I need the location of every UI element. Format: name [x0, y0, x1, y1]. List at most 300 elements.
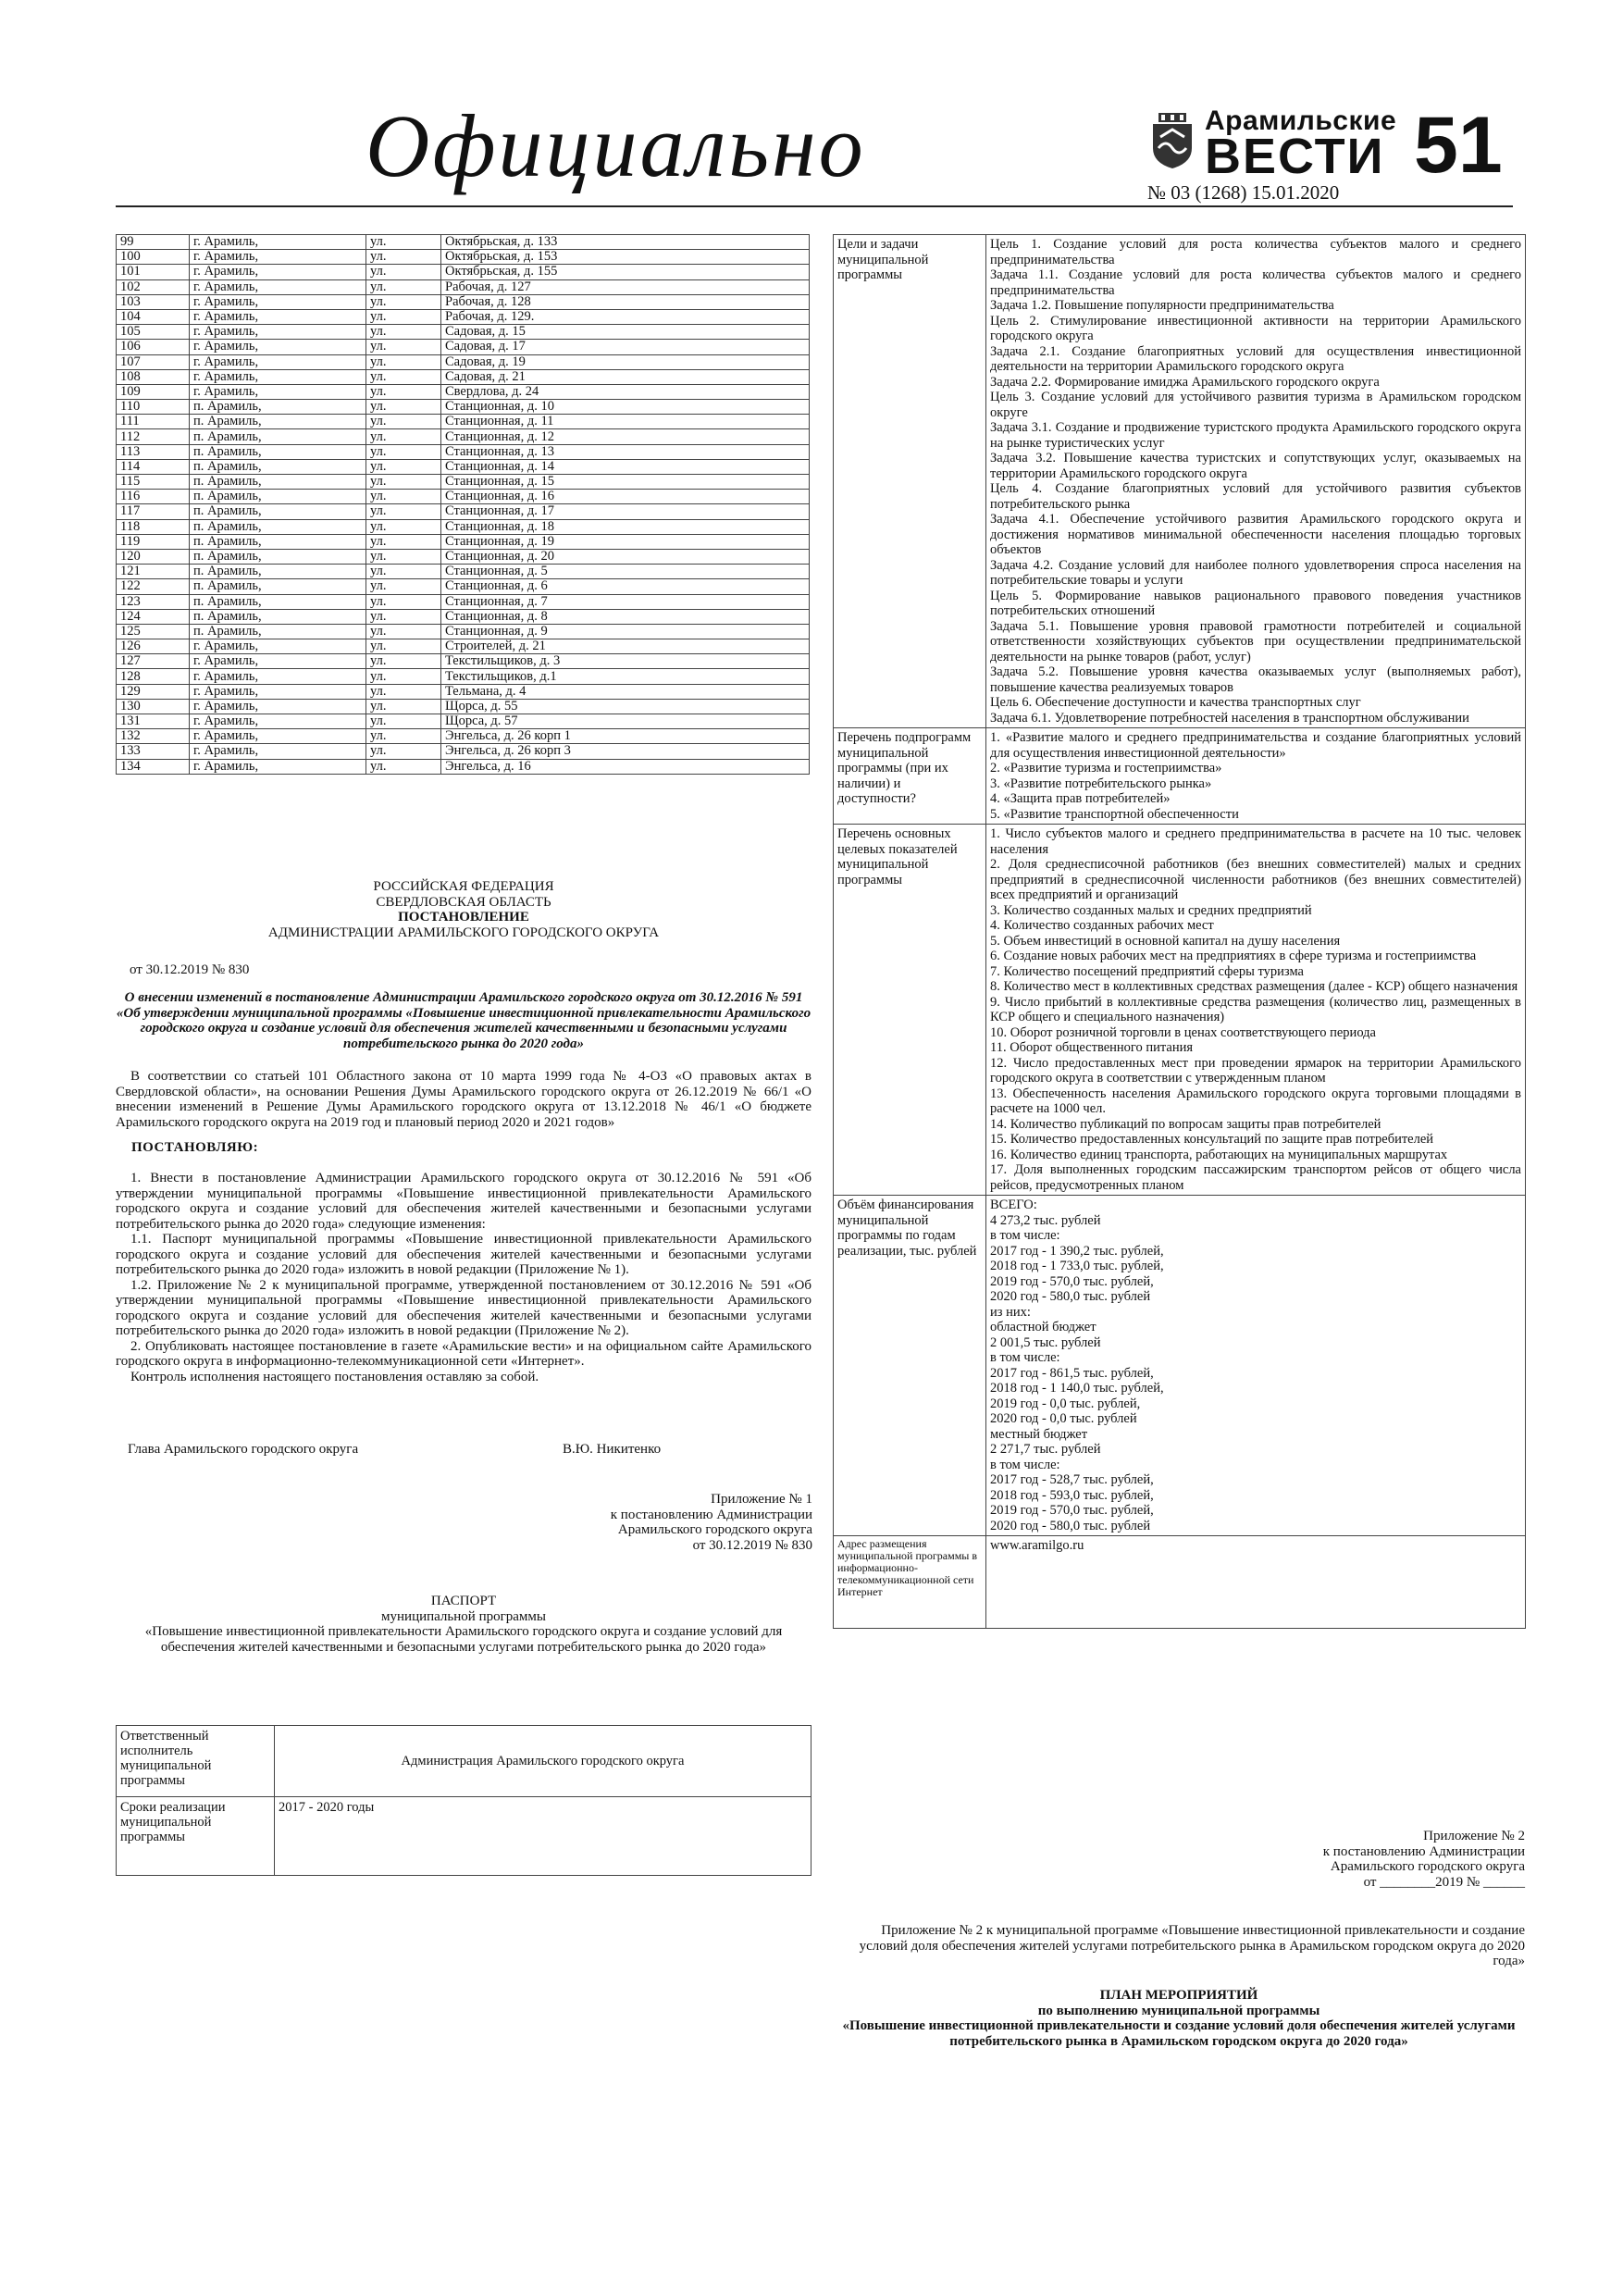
settlement: п. Арамиль, — [190, 400, 366, 415]
settlement: г. Арамиль, — [190, 309, 366, 324]
table-row — [117, 579, 810, 594]
funding-item: 2017 год - 1 390,2 тыс. рублей, — [990, 1243, 1164, 1259]
funding-item: в том числе: — [990, 1350, 1060, 1365]
address: Станционная, д. 8 — [441, 609, 810, 624]
table-row — [117, 699, 810, 714]
street-type: ул. — [366, 490, 441, 504]
target-item: 11. Оборот общественного питания — [990, 1040, 1194, 1055]
row-number: 127 — [117, 654, 190, 669]
goal-item: Задача 2.2. Формирование имиджа Арамильского городского округа — [990, 374, 1380, 390]
funding-item: ВСЕГО: — [990, 1198, 1037, 1212]
resolution-paragraph: 1.1. Паспорт муниципальной программы «Повышение инвестиционной привлекательности Арамильского городского округа и создание условий для обеспечения жителей качественными и безопасными услугами потребительского рынка до 2020 года» изложить в новой редакции (Приложение № 1). — [116, 1232, 812, 1277]
table-row — [117, 1726, 812, 1797]
street-type: ул. — [366, 235, 441, 250]
settlement: г. Арамиль, — [190, 669, 366, 684]
goal-item: Задача 5.1. Повышение уровня правовой грамотности потребителей и социальной ответственности хозяйствующих субъектов при осуществлении предпринимательской деятельности на рынке товаров (работ, услуг) — [990, 618, 1521, 664]
table-row — [117, 400, 810, 415]
goals-label: Цели и задачи муниципальной программы — [834, 235, 986, 728]
table-row — [117, 609, 810, 624]
street-type: ул. — [366, 265, 441, 279]
funding-item: 2018 год - 1 733,0 тыс. рублей, — [990, 1259, 1164, 1273]
appendix-line: Арамильского городского округа — [617, 1522, 812, 1537]
address-table — [116, 234, 810, 775]
settlement: п. Арамиль, — [190, 415, 366, 429]
target-item: 10. Оборот розничной торговли в ценах соответствующего периода — [990, 1024, 1376, 1040]
address: Тельмана, д. 4 — [441, 684, 810, 699]
plan-program-name: «Повышение инвестиционной привлекательности и создание условий доля обеспечения жителей услугами потребительского рынка в Арамильском городском округа до 2020 года» — [842, 2018, 1516, 2049]
street-type: ул. — [366, 609, 441, 624]
row-number: 118 — [117, 519, 190, 534]
table-row — [834, 728, 1526, 825]
funding-item: 2019 год - 570,0 тыс. рублей, — [990, 1273, 1154, 1289]
table-row — [117, 654, 810, 669]
row-number: 129 — [117, 684, 190, 699]
resolution-date: от 30.12.2019 № 830 — [130, 962, 250, 977]
plan-subtitle: по выполнению муниципальной программы — [1037, 2003, 1320, 2018]
row-number: 106 — [117, 340, 190, 354]
goal-item: Задача 1.2. Повышение популярности предпринимательства — [990, 298, 1334, 313]
target-item: 15. Количество предоставленных консультаций по защите прав потребителей — [990, 1132, 1434, 1147]
settlement: г. Арамиль, — [190, 325, 366, 340]
signer-title: Глава Арамильского городского округа — [128, 1442, 359, 1457]
passport-value: Администрация Арамильского городского округа — [275, 1726, 812, 1797]
appendix-line: Приложение № 1 — [711, 1492, 812, 1507]
coat-of-arms-icon — [1147, 111, 1197, 170]
passport-label: Ответственный исполнитель муниципальной программы — [117, 1726, 275, 1797]
funding-list — [986, 1196, 1526, 1536]
page-number: 51 — [1414, 101, 1503, 190]
table-row — [117, 534, 810, 549]
funding-item: 2018 год - 1 140,0 тыс. рублей, — [990, 1381, 1164, 1396]
address: Станционная, д. 18 — [441, 519, 810, 534]
funding-item: из них: — [990, 1304, 1031, 1320]
row-number: 123 — [117, 594, 190, 609]
site-value: www.aramilgo.ru — [986, 1536, 1526, 1629]
targets-label: Перечень основных целевых показателей муниципальной программы — [834, 825, 986, 1196]
funding-item: 2019 год - 0,0 тыс. рублей, — [990, 1396, 1141, 1411]
street-type: ул. — [366, 534, 441, 549]
row-number: 113 — [117, 444, 190, 459]
row-number: 111 — [117, 415, 190, 429]
target-item: 13. Обеспеченность населения Арамильского городского округа торговыми площадями в расчете на 1000 чел. — [990, 1086, 1521, 1116]
row-number: 99 — [117, 235, 190, 250]
subprogram-item: 3. «Развитие потребительского рынка» — [990, 776, 1212, 791]
address: Станционная, д. 17 — [441, 504, 810, 519]
settlement: г. Арамиль, — [190, 714, 366, 729]
target-item: 3. Количество созданных малых и средних предприятий — [990, 902, 1312, 918]
settlement: г. Арамиль, — [190, 759, 366, 774]
street-type: ул. — [366, 475, 441, 490]
settlement: п. Арамиль, — [190, 579, 366, 594]
street-type: ул. — [366, 729, 441, 744]
goal-item: Цель 2. Стимулирование инвестиционной активности на территории Арамильского городского округа — [990, 313, 1521, 343]
address: Текстильщиков, д.1 — [441, 669, 810, 684]
table-row — [117, 519, 810, 534]
logo-top-text: Арамильские — [1205, 105, 1397, 136]
passport-heading — [116, 1594, 812, 1655]
row-number: 132 — [117, 729, 190, 744]
target-item: 9. Число прибытий в коллективные средства размещения (количество лиц, размещенных в КСР общего и специального назначения) — [990, 994, 1521, 1024]
address: Рабочая, д. 129. — [441, 309, 810, 324]
settlement: г. Арамиль, — [190, 384, 366, 399]
goal-item: Цель 5. Формирование навыков рационального правового поведения участников потребительских отношений — [990, 588, 1521, 618]
row-number: 116 — [117, 490, 190, 504]
row-number: 103 — [117, 294, 190, 309]
settlement: п. Арамиль, — [190, 549, 366, 564]
resolution-paragraph: 1.2. Приложение № 2 к муниципальной программе, утвержденной постановлением от 30.12.2016 № 591 «Об утверждении муниципальной программы «Повышение инвестиционной привлекательности Арамильского городского округа и создание условий для обеспечения жителей качественными и безопасными услугами потребительского рынка до 2020 года» изложить в новой редакции (Приложение № 2). — [116, 1277, 812, 1338]
row-number: 114 — [117, 459, 190, 474]
address: Садовая, д. 15 — [441, 325, 810, 340]
target-item: 17. Доля выполненных городским пассажирским транспортом рейсов от общего числа рейсов, предусмотренных планом — [990, 1162, 1521, 1193]
street-type: ул. — [366, 369, 441, 384]
funding-item: 2017 год - 861,5 тыс. рублей, — [990, 1365, 1154, 1381]
table-row — [117, 639, 810, 654]
address: Садовая, д. 21 — [441, 369, 810, 384]
plan-title: ПЛАН МЕРОПРИЯТИЙ — [1099, 1988, 1258, 2003]
goal-item: Задача 6.1. Удовлетворение потребностей населения в транспортном обслуживании — [990, 710, 1469, 726]
table-row — [117, 669, 810, 684]
row-number: 108 — [117, 369, 190, 384]
street-type: ул. — [366, 294, 441, 309]
table-row — [117, 565, 810, 579]
row-number: 100 — [117, 250, 190, 265]
address: Рабочая, д. 127 — [441, 279, 810, 294]
street-type: ул. — [366, 459, 441, 474]
settlement: г. Арамиль, — [190, 369, 366, 384]
address: Щорса, д. 57 — [441, 714, 810, 729]
heading-country: РОССИЙСКАЯ ФЕДЕРАЦИЯ — [373, 879, 554, 894]
address: Свердлова, д. 24 — [441, 384, 810, 399]
resolution-paragraph: Контроль исполнения настоящего постановления оставляю за собой. — [130, 1369, 539, 1384]
goals-list — [986, 235, 1526, 728]
section-title: Официально — [365, 96, 866, 195]
settlement: г. Арамиль, — [190, 235, 366, 250]
appendix-1-note — [518, 1492, 812, 1553]
passport-subtitle: муниципальной программы — [381, 1608, 546, 1624]
goal-item: Цель 3. Создание условий для устойчивого развития туризма в Арамильском городском округе — [990, 390, 1521, 420]
program-passport-table — [833, 234, 1526, 1629]
settlement: п. Арамиль, — [190, 475, 366, 490]
newspaper-logo — [1147, 104, 1397, 184]
street-type: ул. — [366, 684, 441, 699]
table-row — [117, 1797, 812, 1876]
funding-label: Объём финансирования муниципальной программы по годам реализации, тыс. рублей — [834, 1196, 986, 1536]
funding-item: 2020 год - 0,0 тыс. рублей — [990, 1411, 1137, 1426]
funding-item: 2019 год - 570,0 тыс. рублей, — [990, 1503, 1154, 1518]
funding-item: местный бюджет — [990, 1426, 1088, 1442]
resolution-paragraph: 1. Внести в постановление Администрации Арамильского городского округа от 30.12.2016 № 591 «Об утверждении муниципальной программы «Повышение инвестиционной привлекательности Арамильского городского округа и создание условий для обеспечения жителей качественными и безопасными услугами потребительского рынка до 2020 года» следующие изменения: — [116, 1171, 812, 1232]
address: Строителей, д. 21 — [441, 639, 810, 654]
funding-item: 4 273,2 тыс. рублей — [990, 1212, 1101, 1228]
street-type: ул. — [366, 340, 441, 354]
row-number: 101 — [117, 265, 190, 279]
heading-authority: АДМИНИСТРАЦИИ АРАМИЛЬСКОГО ГОРОДСКОГО ОКРУГА — [267, 925, 660, 940]
street-type: ул. — [366, 325, 441, 340]
settlement: п. Арамиль, — [190, 444, 366, 459]
table-row — [117, 549, 810, 564]
street-type: ул. — [366, 250, 441, 265]
settlement: г. Арамиль, — [190, 729, 366, 744]
settlement: п. Арамиль, — [190, 609, 366, 624]
address: Станционная, д. 16 — [441, 490, 810, 504]
target-item: 16. Количество единиц транспорта, работающих на муниципальных маршрутах — [990, 1147, 1448, 1162]
address: Станционная, д. 7 — [441, 594, 810, 609]
signature-line — [128, 1442, 683, 1458]
row-number: 128 — [117, 669, 190, 684]
plan-heading — [833, 1988, 1525, 2049]
row-number: 110 — [117, 400, 190, 415]
street-type: ул. — [366, 279, 441, 294]
subprogram-item: 5. «Развитие транспортной обеспеченности — [990, 806, 1239, 822]
table-row — [117, 235, 810, 250]
funding-item: областной бюджет — [990, 1320, 1096, 1334]
subprograms-list — [986, 728, 1526, 825]
appendix-line: Приложение № 2 — [1423, 1829, 1525, 1843]
street-type: ул. — [366, 309, 441, 324]
row-number: 105 — [117, 325, 190, 340]
target-item: 4. Количество созданных рабочих мест — [990, 918, 1214, 933]
street-type: ул. — [366, 759, 441, 774]
heading-doc-type: ПОСТАНОВЛЕНИЕ — [398, 910, 529, 925]
passport-title: ПАСПОРТ — [430, 1594, 497, 1608]
table-row — [117, 384, 810, 399]
target-item: 14. Количество публикаций по вопросам защиты прав потребителей — [990, 1116, 1381, 1132]
funding-item: 2020 год - 580,0 тыс. рублей — [990, 1518, 1151, 1533]
row-number: 131 — [117, 714, 190, 729]
table-row — [117, 594, 810, 609]
table-row — [117, 759, 810, 774]
goal-item: Задача 1.1. Создание условий для роста количества субъектов малого и среднего предпринимательства — [990, 267, 1521, 298]
funding-item: в том числе: — [990, 1457, 1060, 1472]
target-item: 2. Доля среднесписочной работников (без внешних совместителей) малых и средних предприятий в среднесписочной численности работников (без внешних совместителей) всех предприятий и организаций — [990, 857, 1521, 902]
row-number: 102 — [117, 279, 190, 294]
table-row — [117, 369, 810, 384]
street-type: ул. — [366, 654, 441, 669]
street-type: ул. — [366, 354, 441, 369]
settlement: г. Арамиль, — [190, 684, 366, 699]
settlement: г. Арамиль, — [190, 699, 366, 714]
settlement: п. Арамиль, — [190, 519, 366, 534]
address: Станционная, д. 6 — [441, 579, 810, 594]
goal-item: Задача 3.2. Повышение качества туристских и сопутствующих услуг, оказываемых на территории Арамильского городского округа — [990, 451, 1521, 481]
table-row — [117, 684, 810, 699]
appendix-line: Арамильского городского округа — [1330, 1859, 1525, 1874]
row-number: 134 — [117, 759, 190, 774]
goal-item: Задача 2.1. Создание благоприятных условий для осуществления инвестиционной деятельности на территории Арамильского городского округа — [990, 343, 1521, 374]
resolution-heading — [116, 879, 812, 940]
row-number: 112 — [117, 429, 190, 444]
table-row — [117, 729, 810, 744]
heading-region: СВЕРДЛОВСКАЯ ОБЛАСТЬ — [376, 894, 551, 910]
subprogram-item: 2. «Развитие туризма и гостеприимства» — [990, 761, 1222, 776]
goal-item: Цель 6. Обеспечение доступности и качества транспортных слуг — [990, 695, 1361, 710]
row-number: 120 — [117, 549, 190, 564]
settlement: г. Арамиль, — [190, 354, 366, 369]
address: Садовая, д. 19 — [441, 354, 810, 369]
table-row — [117, 444, 810, 459]
table-row — [117, 265, 810, 279]
address: Станционная, д. 19 — [441, 534, 810, 549]
table-row — [834, 235, 1526, 728]
appendix-line: от ________2019 № ______ — [1363, 1874, 1525, 1890]
funding-item: 2018 год - 593,0 тыс. рублей, — [990, 1487, 1154, 1503]
settlement: п. Арамиль, — [190, 594, 366, 609]
subprograms-label: Перечень подпрограмм муниципальной программы (при их наличии) и доступности? — [834, 728, 986, 825]
settlement: п. Арамиль, — [190, 504, 366, 519]
appendix-line: к постановлению Администрации — [1322, 1843, 1525, 1859]
table-row — [117, 354, 810, 369]
resolution-paragraph: 2. Опубликовать настоящее постановление в газете «Арамильские вести» и на официальном сайте Арамильского городского округа в информационно-телекоммуникационной сети «Интернет». — [116, 1338, 812, 1369]
funding-item: 2 001,5 тыс. рублей — [990, 1334, 1101, 1350]
settlement: г. Арамиль, — [190, 279, 366, 294]
goal-item: Задача 4.2. Создание условий для наиболее полного удовлетворения спроса населения на потребительские товары и услуги — [990, 557, 1521, 588]
address: Станционная, д. 13 — [441, 444, 810, 459]
subprogram-item: 1. «Развитие малого и среднего предпринимательства и создание благоприятных условий для осуществления инвестиционной деятельности» — [990, 730, 1521, 761]
appendix-2-note — [1194, 1829, 1525, 1890]
address: Станционная, д. 10 — [441, 400, 810, 415]
row-number: 117 — [117, 504, 190, 519]
resolve-word: ПОСТАНОВЛЯЮ: — [131, 1140, 259, 1155]
table-row — [117, 309, 810, 324]
row-number: 126 — [117, 639, 190, 654]
address: Щорса, д. 55 — [441, 699, 810, 714]
passport-table — [116, 1725, 812, 1876]
targets-list — [986, 825, 1526, 1196]
goal-item: Задача 5.2. Повышение уровня качества оказываемых услуг (выполняемых работ), повышение качества реализуемых товаров — [990, 664, 1521, 695]
street-type: ул. — [366, 519, 441, 534]
funding-item: в том числе: — [990, 1228, 1060, 1243]
row-number: 122 — [117, 579, 190, 594]
settlement: г. Арамиль, — [190, 744, 366, 759]
table-row — [834, 1536, 1526, 1629]
table-row — [117, 624, 810, 639]
funding-item: 2017 год - 528,7 тыс. рублей, — [990, 1472, 1154, 1487]
street-type: ул. — [366, 415, 441, 429]
resolution-subject: О внесении изменений в постановление Администрации Арамильского городского округа от 30.12.2016 № 591 «Об утверждении муниципальной программы «Повышение инвестиционной привлекательности Арамильского городского округа и создание условий для обеспечения жителей качественными и безопасными услугами потребительского рынка до 2020 года» — [116, 990, 812, 1051]
address: Энгельса, д. 16 — [441, 759, 810, 774]
passport-label: Сроки реализации муниципальной программы — [117, 1797, 275, 1876]
street-type: ул. — [366, 624, 441, 639]
header-divider — [116, 205, 1513, 207]
row-number: 107 — [117, 354, 190, 369]
target-item: 5. Объем инвестиций в основной капитал на душу населения — [990, 933, 1341, 949]
street-type: ул. — [366, 714, 441, 729]
street-type: ул. — [366, 444, 441, 459]
table-row — [117, 490, 810, 504]
target-item: 6. Создание новых рабочих мест на предприятиях в сфере туризма и гостеприимства — [990, 949, 1477, 963]
row-number: 133 — [117, 744, 190, 759]
appendix-2-reference: Приложение № 2 к муниципальной программе «Повышение инвестиционной привлекательности и создание условий доля обеспечения жителей услугами потребительского рынка в Арамильском городском округа до 2020 года» — [859, 1923, 1525, 1968]
goal-item: Задача 3.1. Создание и продвижение туристского продукта Арамильского городского округа на рынке туристических услуг — [990, 420, 1521, 451]
issue-number: № 03 (1268) 15.01.2020 — [1147, 181, 1340, 204]
address: Октябрьская, д. 133 — [441, 235, 810, 250]
appendix-line: к постановлению Администрации — [610, 1507, 812, 1522]
street-type: ул. — [366, 579, 441, 594]
settlement: г. Арамиль, — [190, 294, 366, 309]
address: Станционная, д. 11 — [441, 415, 810, 429]
settlement: п. Арамиль, — [190, 429, 366, 444]
table-row — [117, 279, 810, 294]
table-row — [117, 294, 810, 309]
street-type: ул. — [366, 669, 441, 684]
settlement: п. Арамиль, — [190, 534, 366, 549]
address: Энгельса, д. 26 корп 1 — [441, 729, 810, 744]
funding-item: 2020 год - 580,0 тыс. рублей — [990, 1289, 1151, 1304]
settlement: г. Арамиль, — [190, 265, 366, 279]
settlement: п. Арамиль, — [190, 490, 366, 504]
address: Станционная, д. 5 — [441, 565, 810, 579]
row-number: 119 — [117, 534, 190, 549]
goal-item: Цель 1. Создание условий для роста количества субъектов малого и среднего предпринимательства — [990, 237, 1521, 267]
settlement: г. Арамиль, — [190, 639, 366, 654]
target-item: 1. Число субъектов малого и среднего предпринимательства в расчете на 10 тыс. человек населения — [990, 826, 1521, 857]
street-type: ул. — [366, 400, 441, 415]
address: Станционная, д. 12 — [441, 429, 810, 444]
address: Садовая, д. 17 — [441, 340, 810, 354]
table-row — [117, 325, 810, 340]
settlement: п. Арамиль, — [190, 459, 366, 474]
address: Станционная, д. 20 — [441, 549, 810, 564]
address: Станционная, д. 14 — [441, 459, 810, 474]
address: Октябрьская, д. 153 — [441, 250, 810, 265]
settlement: г. Арамиль, — [190, 250, 366, 265]
row-number: 124 — [117, 609, 190, 624]
address: Рабочая, д. 128 — [441, 294, 810, 309]
street-type: ул. — [366, 384, 441, 399]
street-type: ул. — [366, 639, 441, 654]
street-type: ул. — [366, 699, 441, 714]
settlement: г. Арамиль, — [190, 654, 366, 669]
signer-name: В.Ю. Никитенко — [563, 1442, 662, 1457]
table-row — [117, 340, 810, 354]
street-type: ул. — [366, 744, 441, 759]
address: Октябрьская, д. 155 — [441, 265, 810, 279]
street-type: ул. — [366, 549, 441, 564]
table-row — [117, 714, 810, 729]
resolution-preamble: В соответствии со статьей 101 Областного закона от 10 марта 1999 года № 4-ОЗ «О правовых актах в Свердловской области», на основании Решения Думы Арамильского городского округа от 26.12.2019 № 66/1 «О внесении изменений в Решение Думы Арамильского городского округа от 13.12.2018 № 46/1 «О бюджете Арамильского городского округа на 2019 год и плановый период 2020 и 2021 годов» — [116, 1069, 812, 1130]
table-row — [117, 475, 810, 490]
street-type: ул. — [366, 504, 441, 519]
address: Станционная, д. 9 — [441, 624, 810, 639]
street-type: ул. — [366, 565, 441, 579]
row-number: 104 — [117, 309, 190, 324]
target-item: 7. Количество посещений предприятий сферы туризма — [990, 963, 1304, 979]
table-row — [117, 744, 810, 759]
table-row — [117, 415, 810, 429]
row-number: 121 — [117, 565, 190, 579]
table-row — [117, 429, 810, 444]
resolution-body — [116, 1171, 812, 1384]
table-row — [117, 504, 810, 519]
row-number: 109 — [117, 384, 190, 399]
table-row — [117, 459, 810, 474]
subprogram-item: 4. «Защита прав потребителей» — [990, 791, 1171, 806]
goal-item: Цель 4. Создание благоприятных условий для устойчивого развития субъектов потребительского рынка — [990, 481, 1521, 512]
street-type: ул. — [366, 429, 441, 444]
row-number: 115 — [117, 475, 190, 490]
settlement: п. Арамиль, — [190, 565, 366, 579]
settlement: г. Арамиль, — [190, 340, 366, 354]
logo-main-text: ВЕСТИ — [1205, 129, 1385, 184]
appendix-line: от 30.12.2019 № 830 — [692, 1537, 812, 1553]
address: Энгельса, д. 26 корп 3 — [441, 744, 810, 759]
table-row — [834, 825, 1526, 1196]
address: Текстильщиков, д. 3 — [441, 654, 810, 669]
passport-value: 2017 - 2020 годы — [275, 1797, 812, 1876]
goal-item: Задача 4.1. Обеспечение устойчивого развития Арамильского городского округа и достижения нормативов минимальной обеспеченности населения площадью торговых объектов — [990, 512, 1521, 557]
row-number: 125 — [117, 624, 190, 639]
target-item: 8. Количество мест в коллективных средствах размещения (далее - КСР) общего назначения — [990, 979, 1518, 994]
